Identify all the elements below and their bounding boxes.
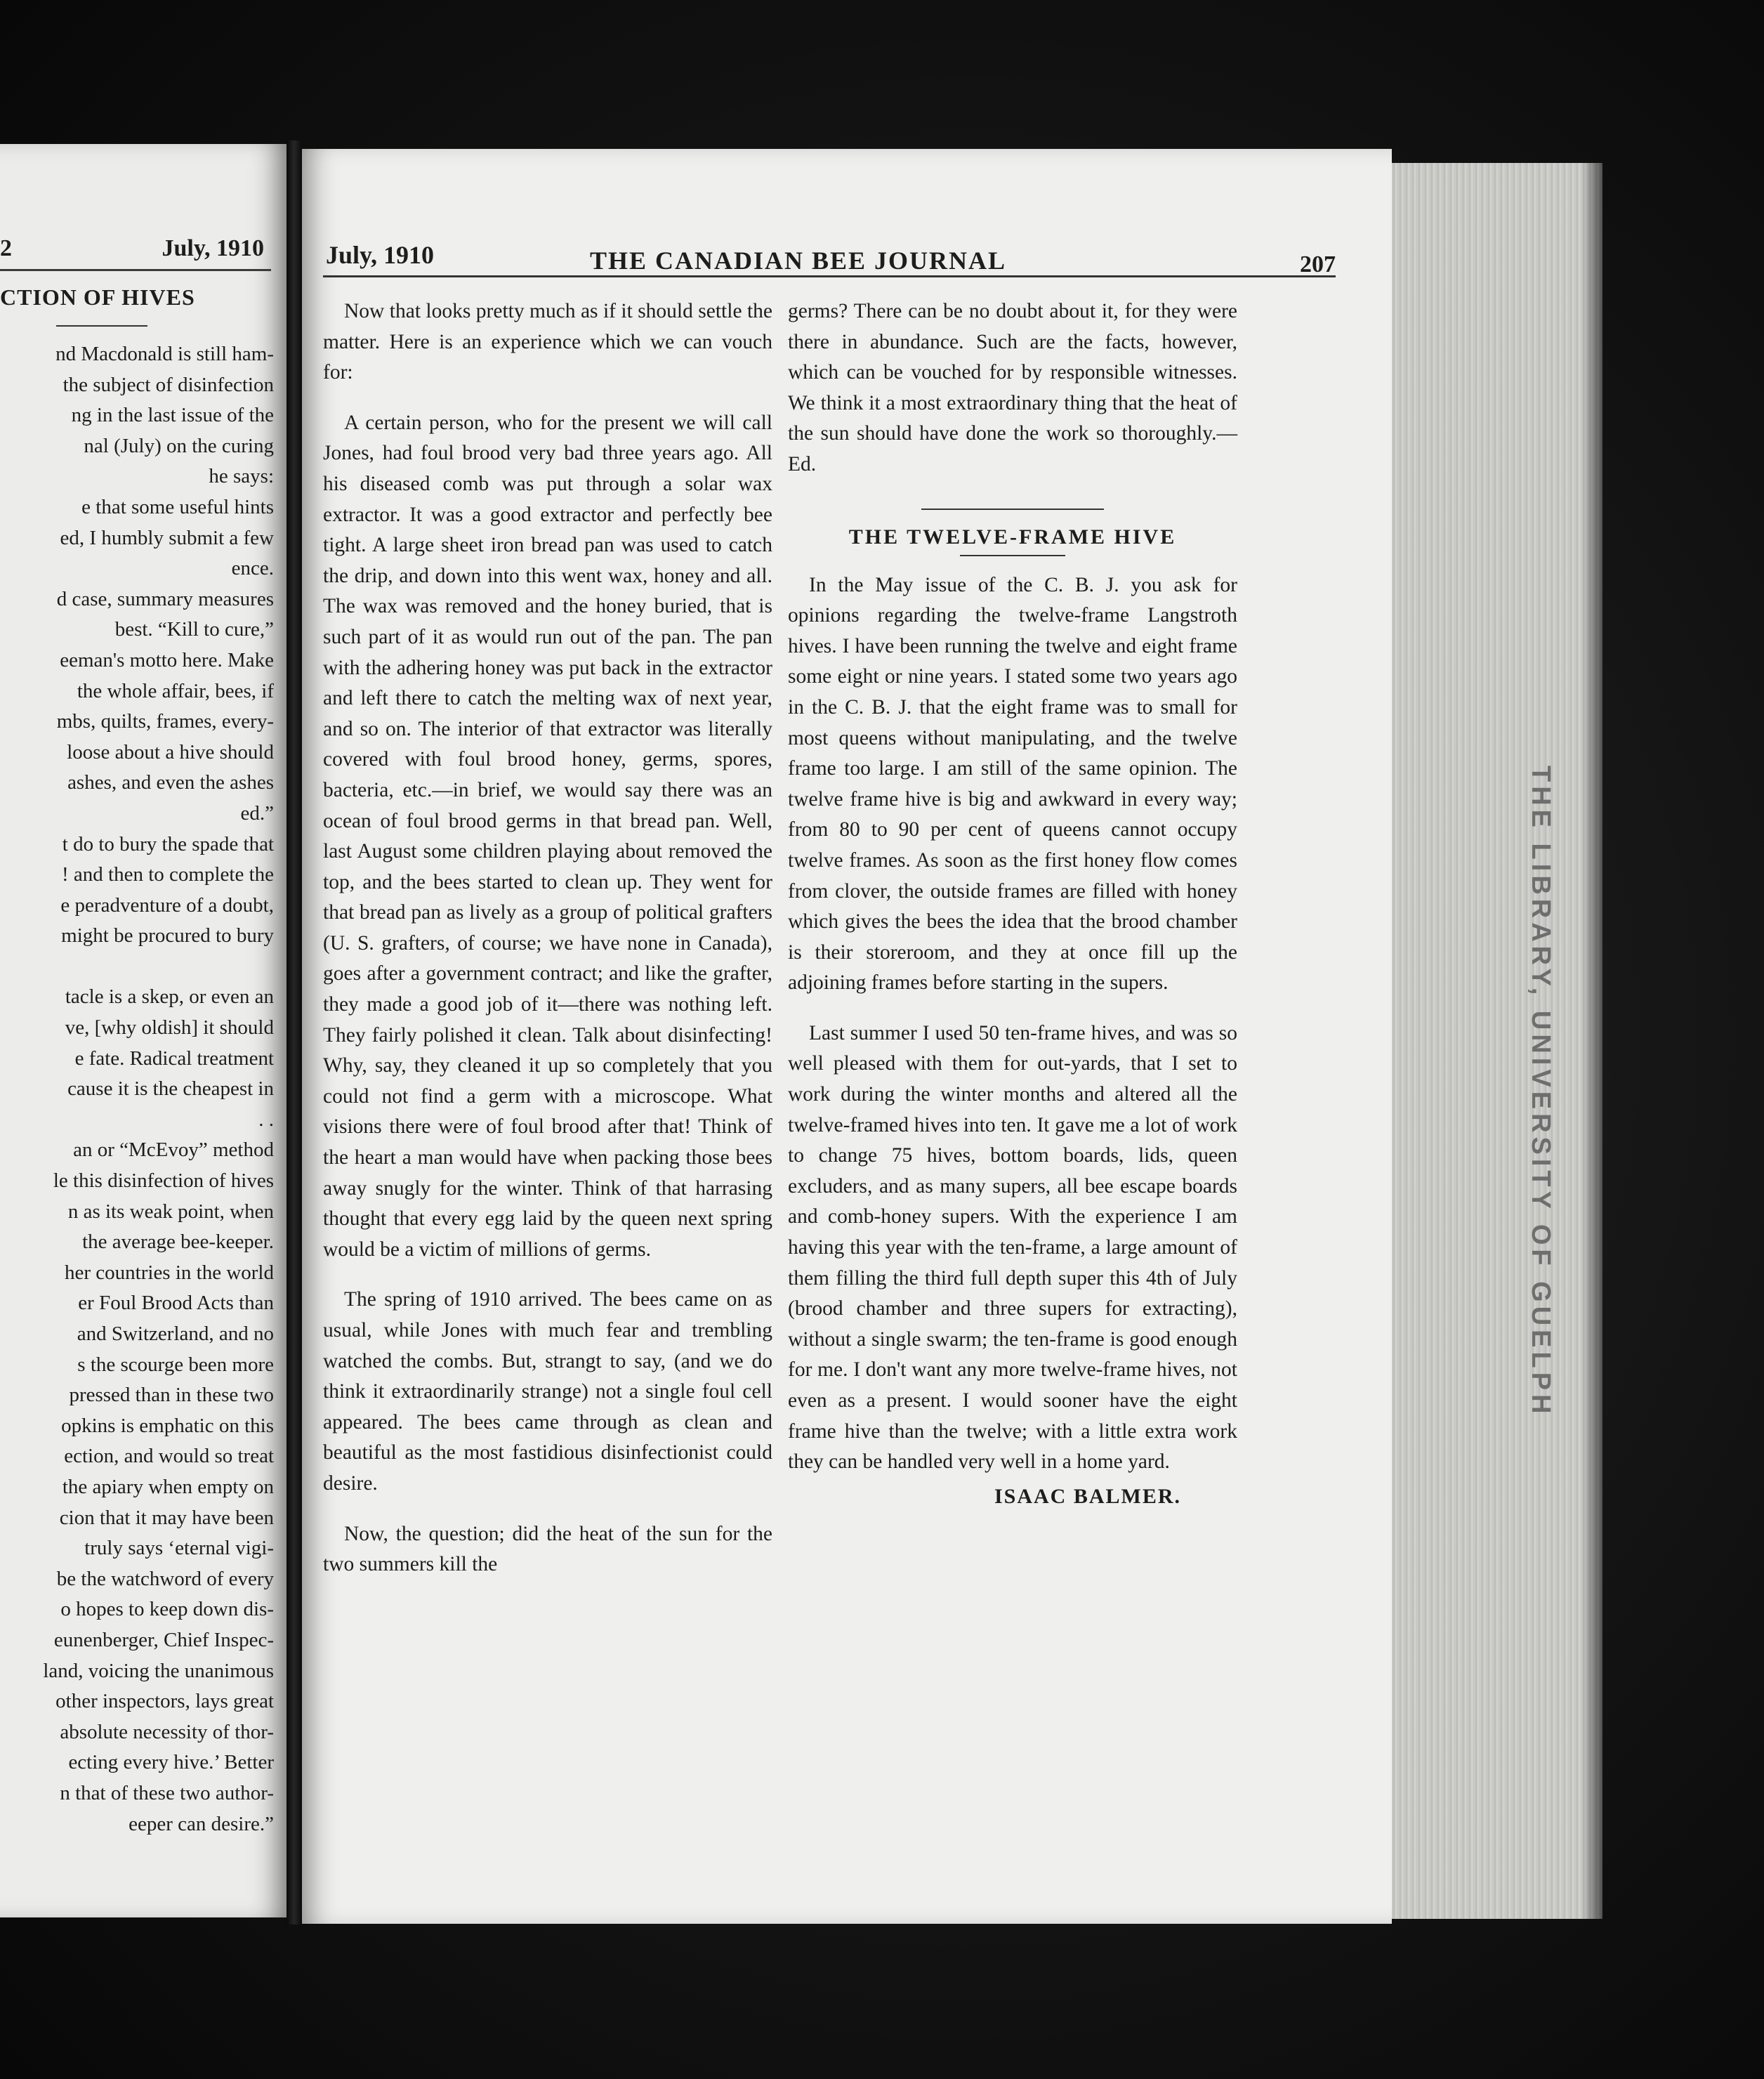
left-page-text <box>43 339 274 1839</box>
left-page-line: best. “Kill to cure,” <box>114 618 274 641</box>
left-page-line: cause it is the cheapest in <box>67 1077 274 1101</box>
left-page-line: e that some useful hints <box>81 495 274 518</box>
left-page-line: the average bee-keeper. <box>82 1231 274 1254</box>
left-page-line: e fate. Radical treatment <box>74 1047 274 1070</box>
author-signature: ISAAC BALMER. <box>994 1484 1181 1508</box>
main-page <box>302 149 1392 1924</box>
left-page-line: n as its weak point, when <box>67 1200 274 1223</box>
left-running-head <box>0 235 271 271</box>
left-page-line: the subject of disinfection <box>62 373 274 396</box>
left-page-folio: 2 <box>0 235 12 261</box>
book-page-edges <box>1392 163 1602 1919</box>
left-page-line: eeper can desire.” <box>129 1812 274 1835</box>
left-article-title: CTION OF HIVES <box>0 284 195 310</box>
page-number: 207 <box>1300 251 1336 277</box>
paragraph: A certain person, who for the present we will call Jones, had foul brood very bad three years ago. All his diseased comb was put through a solar wax extractor. It was a good extractor and perfectly bee tight. A large sheet iron bread pan was used to catch the drip, and down into this went wax, honey and all. The wax was removed and the honey buried, that is such part of it as would run out of the pan. The pan with the adhering honey was put back in the extractor and left there to catch the melting wax of next year, and so on. The interior of that extractor was literally covered with foul brood honey, germs, spores, bacteria, etc.—in brief, we would say there was an ocean of foul brood germs in that bread pan. Well, last August some children playing about removed the top, and the bees started to clean up. They went for that bread pan as lively as a group of political grafters (U. S. grafters, of course; we have none in Canada), goes after a government contract; and like the grafter, they made a good job of it—there was nothing left. They fairly polished it clean. Talk about disinfecting! Why, say, they cleaned it up so completely that you could not find a germ with a microscope. What visions there were of foul brood after that! Think of the heart a man would have when packing those bees away snugly for the winter. Think of that harrasing thought that every egg laid by the queen next spring would be a victim of millions of germs. <box>323 411 772 1261</box>
left-page-line: ng in the last issue of the <box>71 404 274 427</box>
left-page-line: . . <box>258 1108 274 1131</box>
left-title-rule <box>56 325 147 327</box>
facing-page-left <box>0 144 287 1917</box>
left-page-line: ecting every hive.’ Better <box>68 1751 274 1774</box>
left-page-line: tacle is a skep, or even an <box>65 985 274 1009</box>
left-page-line: nal (July) on the curing <box>84 434 274 457</box>
paragraph: Now, the question; did the heat of the sun for the two summers kill the <box>323 1522 772 1576</box>
journal-title: THE CANADIAN BEE JOURNAL <box>590 247 1007 275</box>
left-page-line: d case, summary measures <box>56 587 274 610</box>
left-page-line: pressed than in these two <box>69 1384 274 1407</box>
left-page-line: be the watchword of every <box>56 1567 274 1590</box>
paragraph: Last summer I used 50 ten-frame hives, and was so well pleased with them for out-yards, that I set to work during the winter months and altered all the twelve-framed hives into ten. It gave me a lot of work to change 75 hives, bottom boards, lids, queen excluders, and as many supers, all bee escape boards and comb-honey supers. With the experience I am having this year with the ten-frame, a large amount of them filling the third full depth super this 4th of July (brood chamber and three supers for extracting), without a single swarm; the ten-frame is good enough for me. I don't want any more twelve-frame hives, not even as a present. I would sooner have the eight frame hive than the twelve; with a little extra work they can be handled very well in a home yard. <box>788 1021 1237 1474</box>
left-page-line: opkins is emphatic on this <box>61 1414 274 1437</box>
left-page-line: mbs, quilts, frames, every- <box>56 710 274 733</box>
left-page-line: absolute necessity of thor- <box>60 1720 274 1743</box>
left-page-line: eunenberger, Chief Inspec- <box>53 1628 274 1651</box>
left-page-line: e peradventure of a doubt, <box>60 893 274 917</box>
left-page-line: her countries in the world <box>65 1261 274 1284</box>
left-page-line: n that of these two author- <box>60 1781 274 1804</box>
paragraph: germs? There can be no doubt about it, for they were there in abundance. Such are the facts, however, which can be vouched for by responsible witnesses. We think it a most extraordinary thing that the heat of the sun should have done the work so thoroughly.—Ed. <box>788 300 1237 476</box>
left-page-line: land, voicing the unanimous <box>43 1659 274 1682</box>
left-page-line: ection, and would so treat <box>64 1445 274 1468</box>
left-page-line <box>43 952 274 983</box>
left-page-line: he says: <box>209 465 274 488</box>
left-page-line: ed, I humbly submit a few <box>60 526 274 549</box>
left-page-line: eeman's motto here. Make <box>60 648 274 671</box>
left-page-line: t do to bury the spade that <box>62 832 274 855</box>
left-page-line: the whole affair, bees, if <box>77 679 274 702</box>
left-page-line: ence. <box>231 557 274 580</box>
left-page-line: might be procured to bury <box>61 924 274 947</box>
left-page-line: cion that it may have been <box>59 1506 274 1529</box>
left-page-line: an or “McEvoy” method <box>73 1139 274 1162</box>
column-right <box>788 296 1237 1509</box>
left-page-line: ed.” <box>240 801 274 825</box>
left-page-line: other inspectors, lays great <box>55 1690 274 1713</box>
book-gutter <box>287 140 302 1924</box>
left-page-line: le this disinfection of hives <box>53 1169 274 1193</box>
running-head <box>323 233 1336 277</box>
left-page-line: truly says ‘eternal vigi- <box>84 1537 274 1560</box>
left-page-line: ashes, and even the ashes <box>67 771 274 794</box>
paragraph: In the May issue of the C. B. J. you ask for opinions regarding the twelve-frame Langstroth hives. I have been running the twelve and eight frame some eight or nine years. I stated some two years ago in the C. B. J. that the eight frame was to small for most queens without manipulating, and the twelve frame too large. I am still of the same opinion. The twelve frame hive is big and awkward in every way; from 80 to 90 per cent of queens cannot occupy twelve frames. As soon as the first honey flow comes from clover, the outside frames are filled with honey which gives the bees the idea that the brood chamber is their storeroom, and they at once fill up the adjoining frames before starting in the supers. <box>788 573 1237 995</box>
section-divider <box>921 509 1104 510</box>
left-page-date: July, 1910 <box>162 235 264 261</box>
title-rule <box>960 555 1065 556</box>
left-page-line: o hopes to keep down dis- <box>60 1598 274 1621</box>
left-page-line: ve, [why oldish] it should <box>65 1016 274 1040</box>
left-page-line: s the scourge been more <box>77 1353 274 1376</box>
left-page-line: loose about a hive should <box>67 740 274 763</box>
paragraph: The spring of 1910 arrived. The bees came on as usual, while Jones with much fear and trembling watched the combs. But, strangt to say, (and we do think it extraordinarily strange) not a single foul cell appeared. The bees came through as clean and beautiful as the most fastidious disinfectionist could desire. <box>323 1288 772 1495</box>
article-title: THE TWELVE-FRAME HIVE <box>848 525 1177 549</box>
library-spine-text: THE LIBRARY, UNIVERSITY OF GUELPH <box>1526 766 1555 1418</box>
header-date: July, 1910 <box>326 241 435 269</box>
left-page-line: the apiary when empty on <box>62 1475 274 1498</box>
paragraph: Now that looks pretty much as if it should settle the matter. Here is an experience which we can vouch for: <box>323 300 772 384</box>
left-page-line: and Switzerland, and no <box>77 1323 274 1345</box>
left-page-line: nd Macdonald is still ham- <box>55 343 274 365</box>
left-page-line: ! and then to complete the <box>62 863 274 886</box>
left-page-line: er Foul Brood Acts than <box>78 1292 274 1315</box>
column-left <box>323 296 772 1580</box>
